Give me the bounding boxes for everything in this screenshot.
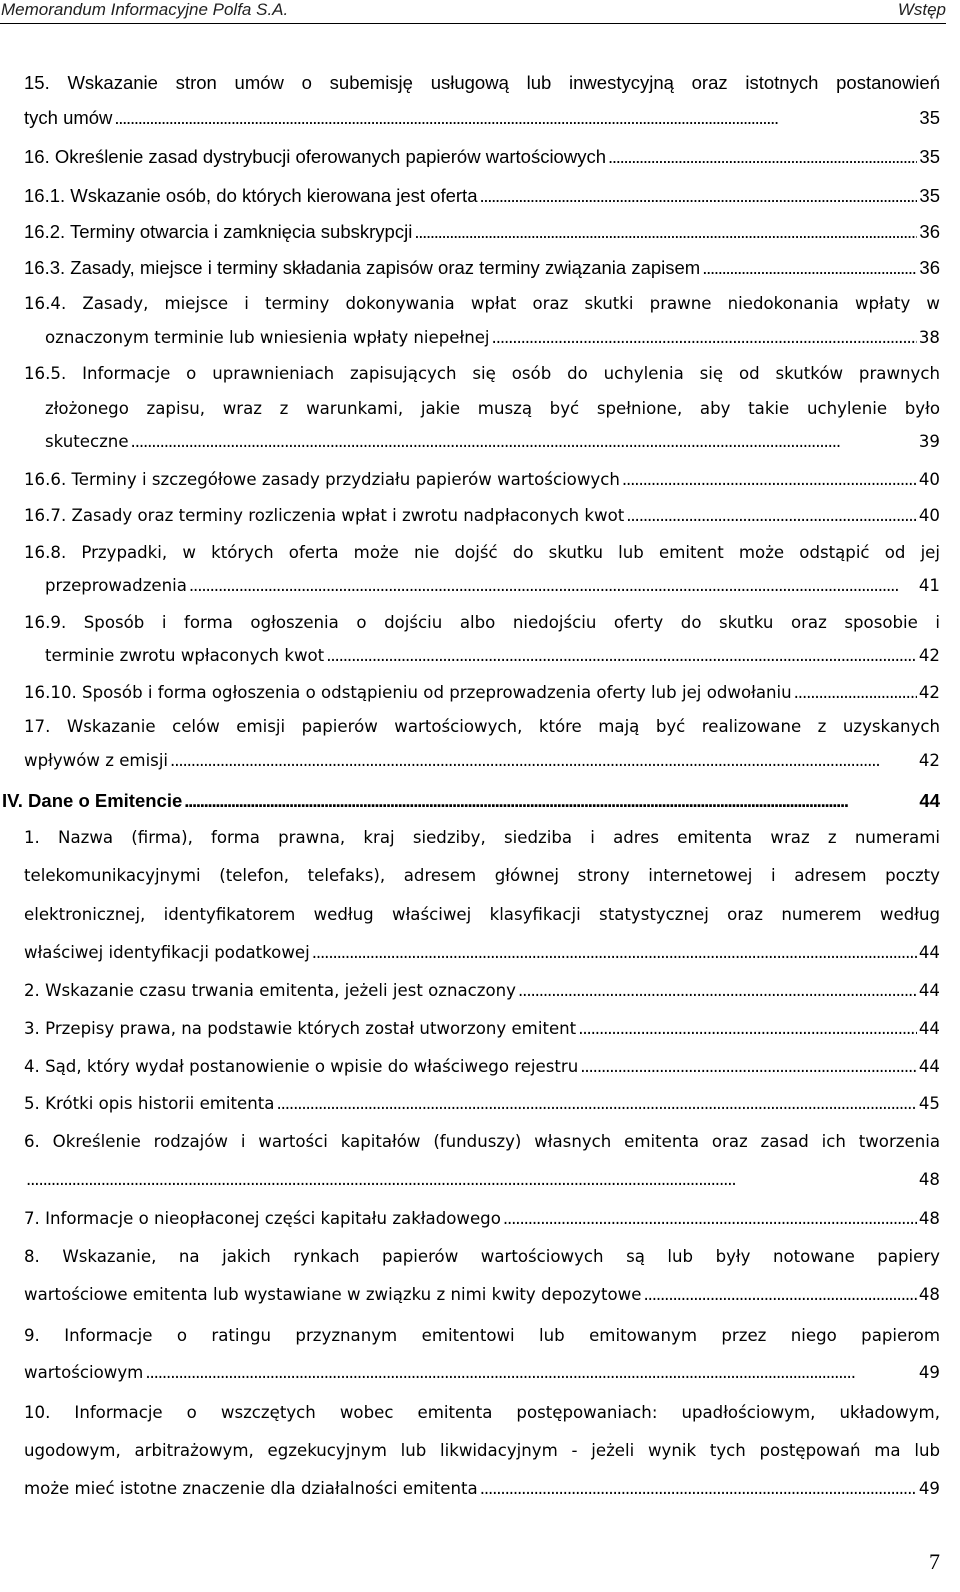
toc-page-number: 42 bbox=[918, 751, 940, 770]
toc-entry-line: 15. Wskazanie stron umów o subemisję usługową lub inwestycyjną oraz istotnych postanowień bbox=[24, 72, 940, 93]
toc-leader-dots bbox=[170, 745, 917, 776]
toc-entry-title: skuteczne bbox=[45, 432, 129, 451]
toc-entry-line: 16.9. Sposób i forma ogłoszenia o dojściu albo niedojściu oferty do skutku oraz sposobie i bbox=[24, 613, 940, 632]
toc-page-number: 44 bbox=[918, 1019, 940, 1038]
toc-entry-last-line bbox=[45, 426, 940, 457]
toc-page-number: 44 bbox=[919, 790, 940, 811]
toc-entry-line: 9. Informacje o ratingu przyznanym emitentowi lub emitowanym przez niego papierom bbox=[24, 1326, 940, 1345]
toc-entry-title: 2. Wskazanie czasu trwania emitenta, jeżeli jest oznaczony bbox=[24, 981, 517, 1000]
toc-leader-dots bbox=[578, 1013, 917, 1044]
toc-leader-dots bbox=[480, 1473, 917, 1504]
toc-page-number: 41 bbox=[918, 576, 940, 595]
toc-entry-title: 16.7. Zasady oraz terminy rozliczenia wpłat i zwrotu nadpłaconych kwot bbox=[24, 506, 625, 525]
toc-leader-dots bbox=[189, 570, 917, 601]
toc-leader-dots bbox=[643, 1279, 916, 1310]
toc-entry-title: wpływów z emisji bbox=[24, 751, 169, 770]
toc-entry-last-line bbox=[24, 464, 940, 495]
toc-page-number: 36 bbox=[919, 221, 940, 242]
toc-entry-title: oznaczonym terminie lub wniesienia wpłaty niepełnej bbox=[45, 328, 490, 347]
toc-entry-last-line bbox=[2, 785, 940, 816]
toc-entry-line: ugodowym, arbitrażowym, egzekucyjnym lub likwidacyjnym - jeżeli wynik tych postępowań ma lub bbox=[24, 1441, 940, 1460]
toc-entry-title: 7. Informacje o nieopłaconej części kapitału zakładowego bbox=[24, 1209, 501, 1228]
toc-leader-dots bbox=[518, 975, 917, 1006]
toc-entry-title: 16.1. Wskazanie osób, do których kierowana jest oferta bbox=[24, 185, 478, 206]
toc-entry-line: złożonego zapisu, wraz z warunkami, jakie muszą być spełnione, aby takie uchylenie było bbox=[45, 399, 940, 418]
toc-leader-dots bbox=[608, 141, 917, 172]
toc-leader-dots bbox=[326, 640, 917, 671]
toc-entry-line: 16.8. Przypadki, w których oferta może nie dojść do skutku lub emitent może odstąpić od jej bbox=[24, 543, 940, 562]
toc-entry-last-line bbox=[24, 180, 940, 211]
toc-page-number: 42 bbox=[918, 683, 940, 702]
toc-page-number: 39 bbox=[918, 432, 940, 451]
toc-entry-line: elektronicznej, identyfikatorem według właściwej klasyfikacji statystycznej oraz numerem według bbox=[24, 905, 940, 924]
toc-leader-dots bbox=[184, 785, 917, 816]
toc-entry-last-line bbox=[45, 640, 940, 671]
toc-entry-last-line bbox=[24, 141, 940, 172]
toc-page-number: 38 bbox=[918, 328, 940, 347]
toc-entry-last-line bbox=[24, 216, 940, 247]
toc-entry-line: 16.5. Informacje o uprawnieniach zapisujących się osób do uchylenia się od skutków prawnych bbox=[24, 364, 940, 383]
toc-entry-line: 17. Wskazanie celów emisji papierów wartościowych, które mają być realizowane z uzyskanych bbox=[24, 717, 940, 736]
toc-entry-title: 5. Krótki opis historii emitenta bbox=[24, 1094, 275, 1113]
toc-entry-last-line bbox=[24, 1088, 940, 1119]
toc-leader-dots bbox=[492, 322, 917, 353]
toc-entry-line: 8. Wskazanie, na jakich rynkach papierów wartościowych są lub były notowane papiery bbox=[24, 1247, 940, 1266]
toc-leader-dots bbox=[503, 1203, 917, 1234]
toc-page-number: 42 bbox=[918, 646, 940, 665]
toc-leader-dots bbox=[276, 1088, 916, 1119]
toc-page-number: 49 bbox=[918, 1363, 940, 1382]
toc-entry-title: może mieć istotne znaczenie dla działalności emitenta bbox=[24, 1479, 478, 1498]
toc-entry-last-line bbox=[24, 1279, 940, 1310]
toc-entry-last-line bbox=[24, 1013, 940, 1044]
toc-leader-dots bbox=[702, 252, 917, 283]
toc-entry-title: IV. Dane o Emitencie bbox=[2, 790, 183, 811]
toc-entry-title: 16. Określenie zasad dystrybucji oferowanych papierów wartościowych bbox=[24, 146, 606, 167]
toc-leader-dots bbox=[622, 464, 917, 495]
toc-leader-dots bbox=[580, 1051, 917, 1082]
toc-entry-last-line bbox=[24, 1473, 940, 1504]
toc-entry-title: 16.2. Terminy otwarcia i zamknięcia subskrypcji bbox=[24, 221, 413, 242]
toc-entry-last-line bbox=[24, 975, 940, 1006]
toc-leader-dots bbox=[145, 1357, 917, 1388]
toc-entry-last-line bbox=[24, 1357, 940, 1388]
toc-leader-dots bbox=[626, 500, 917, 531]
toc-page-number: 49 bbox=[918, 1479, 940, 1498]
toc-entry-title: 16.10. Sposób i forma ogłoszenia o odstąpieniu od przeprowadzenia oferty lub jej odwołaniu bbox=[24, 683, 792, 702]
toc-entry-last-line bbox=[24, 745, 940, 776]
toc-page-number: 36 bbox=[919, 257, 940, 278]
toc-entry-line: 1. Nazwa (firma), forma prawna, kraj siedziby, siedziba i adres emitenta wraz z numerami bbox=[24, 828, 940, 847]
toc-entry-last-line bbox=[24, 252, 940, 283]
toc-entry-title: terminie zwrotu wpłaconych kwot bbox=[45, 646, 325, 665]
toc-entry-line: 6. Określenie rodzajów i wartości kapitałów (funduszy) własnych emitenta oraz zasad ich tworzenia bbox=[24, 1132, 940, 1151]
toc-entry-title: 16.3. Zasady, miejsce i terminy składania zapisów oraz terminy związania zapisem bbox=[24, 257, 701, 278]
toc-entry-line: 16.4. Zasady, miejsce i terminy dokonywania wpłat oraz skutki prawne niedokonania wpłaty w bbox=[24, 294, 940, 313]
toc-entry-line: telekomunikacyjnymi (telefon, telefaks), adresem głównej strony internetowej i adresem poczty bbox=[24, 866, 940, 885]
toc-page-number: 40 bbox=[918, 470, 940, 489]
toc-entry-last-line bbox=[24, 1051, 940, 1082]
toc-page-number: 48 bbox=[918, 1170, 940, 1189]
toc-page-number: 44 bbox=[918, 1057, 940, 1076]
toc-page-number: 40 bbox=[918, 506, 940, 525]
toc-entry-title: 4. Sąd, który wydał postanowienie o wpisie do właściwego rejestru bbox=[24, 1057, 579, 1076]
toc-page-number: 35 bbox=[919, 185, 940, 206]
header-document-title: Memorandum Informacyjne Polfa S.A. bbox=[1, 0, 289, 19]
toc-entry-title: właściwej identyfikacji podatkowej bbox=[24, 943, 310, 962]
toc-entry-title: przeprowadzenia bbox=[45, 576, 187, 595]
toc-leader-dots bbox=[131, 426, 917, 457]
page-number: 7 bbox=[929, 1549, 940, 1574]
toc-entry-last-line bbox=[24, 1203, 940, 1234]
toc-leader-dots bbox=[312, 937, 917, 968]
toc-page-number: 35 bbox=[919, 107, 940, 128]
toc-entry-title: wartościowym bbox=[24, 1363, 144, 1382]
toc-page-number: 45 bbox=[918, 1094, 940, 1113]
toc-page-number: 48 bbox=[918, 1209, 940, 1228]
toc-entry-last-line bbox=[45, 570, 940, 601]
toc-leader-dots bbox=[114, 102, 917, 133]
toc-entry-last-line bbox=[24, 1164, 940, 1195]
toc-entry-line: 10. Informacje o wszczętych wobec emitenta postępowaniach: upadłościowym, układowym, bbox=[24, 1403, 940, 1422]
toc-page-number: 44 bbox=[918, 943, 940, 962]
toc-page-number: 35 bbox=[919, 146, 940, 167]
toc-entry-title: wartościowe emitenta lub wystawiane w związku z nimi kwity depozytowe bbox=[24, 1285, 642, 1304]
toc-page-number: 48 bbox=[918, 1285, 940, 1304]
header-section-title: Wstęp bbox=[897, 0, 946, 19]
toc-leader-dots bbox=[480, 180, 918, 211]
toc-entry-title: 3. Przepisy prawa, na podstawie których został utworzony emitent bbox=[24, 1019, 577, 1038]
toc-entry-last-line bbox=[45, 322, 940, 353]
toc-page-number: 44 bbox=[918, 981, 940, 1000]
toc-entry-last-line bbox=[24, 677, 940, 708]
toc-entry-last-line bbox=[24, 937, 940, 968]
toc-leader-dots bbox=[26, 1164, 917, 1195]
toc-leader-dots bbox=[794, 677, 917, 708]
toc-leader-dots bbox=[414, 216, 917, 247]
toc-entry-last-line bbox=[24, 102, 940, 133]
toc-entry-title: tych umów bbox=[24, 107, 113, 128]
toc-entry-title: 16.6. Terminy i szczegółowe zasady przydziału papierów wartościowych bbox=[24, 470, 620, 489]
toc-entry-last-line bbox=[24, 500, 940, 531]
